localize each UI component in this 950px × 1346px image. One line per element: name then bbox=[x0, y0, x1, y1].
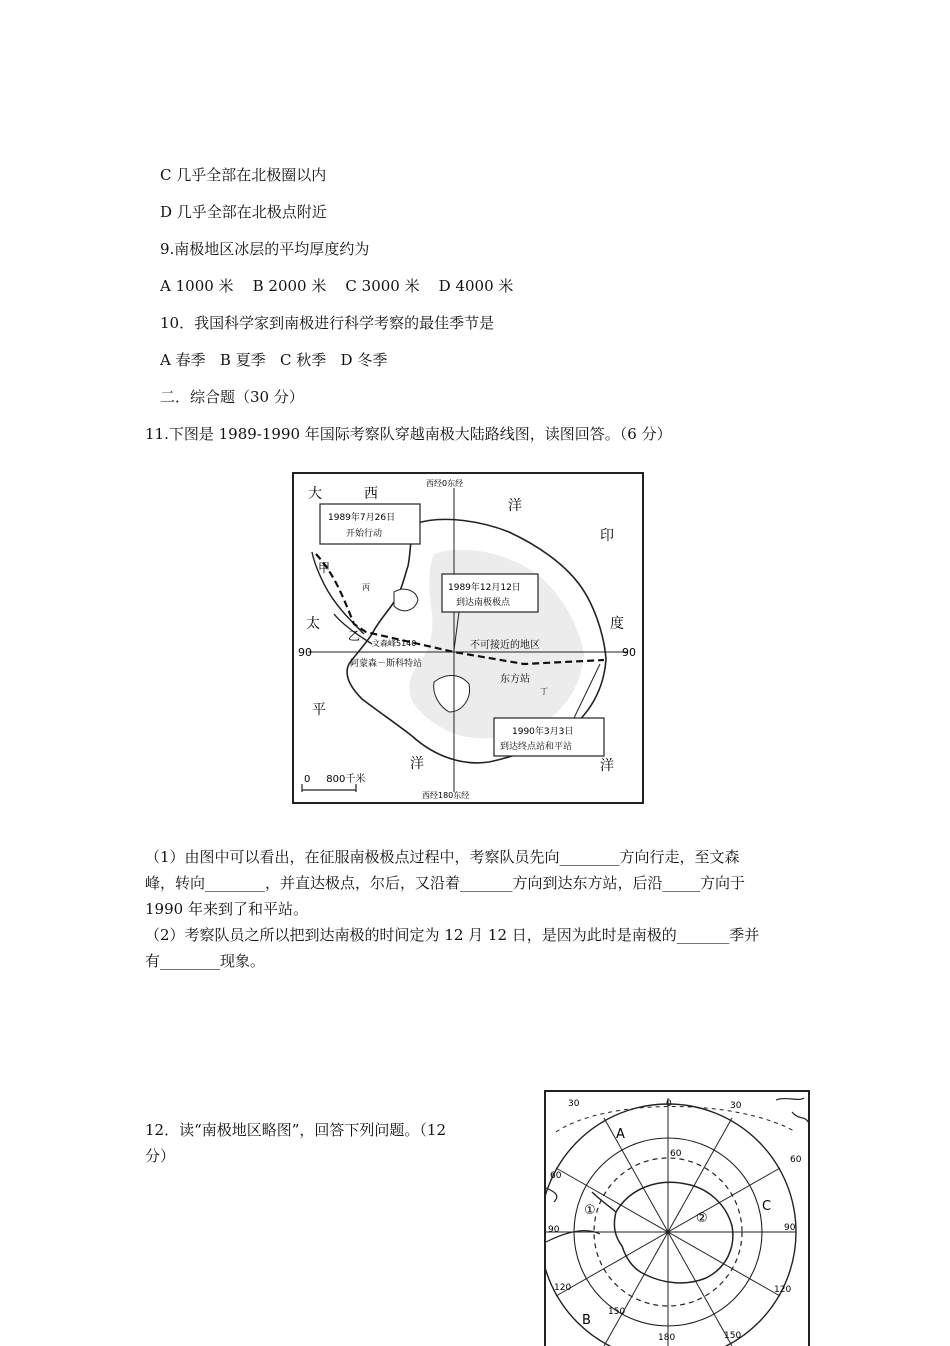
question-11-part1-line2: 峰，转向________，并直达极点，尔后，又沿着_______方向到达东方站，后沿_____方向于 bbox=[145, 874, 746, 892]
tick-90-left: 90 bbox=[548, 1225, 560, 1235]
question-11-part2-line1: （2）考察队员之所以把到达南极的时间定为 12 月 12 日，是因为此时是南极的_______季并 bbox=[145, 926, 760, 944]
ocean-indian-2: 度 bbox=[610, 616, 624, 632]
meridian-top-label: 西经0东经 bbox=[426, 479, 464, 488]
marker-1: ① bbox=[584, 1203, 596, 1218]
meridian-bottom-label: 西经180东经 bbox=[422, 791, 470, 800]
ocean-pacific-3: 洋 bbox=[410, 756, 424, 772]
ocean-indian-3: 洋 bbox=[600, 758, 614, 774]
question-11-part1 bbox=[145, 844, 805, 974]
tick-150-right: 150 bbox=[724, 1331, 742, 1341]
callout-start-line1: 1989年7月26日 bbox=[328, 513, 396, 523]
callout-start-line2: 开始行动 bbox=[346, 529, 383, 539]
tick-30-left: 30 bbox=[568, 1099, 580, 1109]
question-12-stem-line2: 分） bbox=[145, 1147, 176, 1165]
question-11-part1-line3: 1990 年来到了和平站。 bbox=[145, 900, 308, 918]
antarctica-outline bbox=[614, 1182, 732, 1283]
ocean-pacific-1: 太 bbox=[306, 616, 320, 632]
ocean-atlantic-3: 洋 bbox=[508, 498, 522, 514]
section-2-title: 二．综合题（30 分） bbox=[160, 388, 304, 406]
marker-2: ② bbox=[696, 1211, 708, 1226]
region-label-c: C bbox=[762, 1199, 772, 1214]
question-12-stem-line1: 12．读“南极地区略图”，回答下列问题。（12 bbox=[145, 1121, 447, 1139]
tick-180: 180 bbox=[658, 1333, 676, 1343]
label-jia: 甲 bbox=[318, 561, 331, 575]
question-9-stem: 9.南极地区冰层的平均厚度约为 bbox=[160, 240, 370, 258]
tick-150-left: 150 bbox=[608, 1307, 626, 1317]
ocean-atlantic-1: 大 bbox=[308, 486, 322, 502]
question-11-part2-line2: 有________现象。 bbox=[145, 952, 266, 970]
question-10-stem: 10．我国科学家到南极进行科学考察的最佳季节是 bbox=[160, 314, 495, 332]
longitude-right-label: 90 bbox=[622, 646, 636, 659]
option-d: D 几乎全部在北极点附近 bbox=[160, 203, 327, 221]
scale-label: 0 800千米 bbox=[304, 774, 366, 785]
region-label-a: A bbox=[616, 1127, 625, 1142]
coast-fragment-top-right bbox=[776, 1098, 808, 1122]
tick-60-inner: 60 bbox=[670, 1149, 682, 1159]
callout-end-line1: 1990年3月3日 bbox=[512, 727, 574, 737]
label-wenson-peak: 文森峰5140 bbox=[372, 639, 417, 648]
tick-120-left: 120 bbox=[554, 1283, 572, 1293]
scale-bar bbox=[302, 784, 356, 792]
ocean-pacific-2: 平 bbox=[312, 702, 326, 718]
label-vostok: 东方站 bbox=[500, 674, 530, 685]
label-ding: 丁 bbox=[540, 687, 548, 696]
tick-30-right: 30 bbox=[730, 1101, 742, 1111]
region-label-b: B bbox=[582, 1313, 591, 1328]
option-c: C 几乎全部在北极圈以内 bbox=[160, 166, 327, 184]
label-yi: 乙 bbox=[348, 629, 361, 643]
ocean-indian-1: 印 bbox=[600, 528, 614, 544]
tick-60-left: 60 bbox=[550, 1171, 562, 1181]
question-11-stem: 11.下图是 1989-1990 年国际考察队穿越南极大陆路线图，读图回答。（6 分） bbox=[145, 425, 672, 443]
tick-60-right: 60 bbox=[790, 1155, 802, 1165]
tick-90-right: 90 bbox=[784, 1223, 796, 1233]
callout-pole-line1: 1989年12月12日 bbox=[448, 583, 521, 593]
tick-0: 0 bbox=[666, 1099, 672, 1109]
question-11-part1-line1: （1）由图中可以看出，在征服南极极点过程中，考察队员先向________方向行走，至文森 bbox=[145, 848, 740, 866]
tick-120-right: 120 bbox=[774, 1285, 792, 1295]
question-10-options: A 春季 B 夏季 C 秋季 D 冬季 bbox=[160, 351, 388, 369]
route-map-drawing bbox=[294, 474, 642, 802]
label-inaccessible-area: 不可接近的地区 bbox=[470, 640, 540, 651]
longitude-left-label: 90 bbox=[298, 646, 312, 659]
callout-pole-line2: 到达南极极点 bbox=[456, 598, 511, 608]
antarctica-route-map bbox=[292, 472, 644, 804]
label-bing: 丙 bbox=[362, 583, 370, 592]
question-9-options: A 1000 米 B 2000 米 C 3000 米 D 4000 米 bbox=[160, 277, 514, 295]
ocean-atlantic-2: 西 bbox=[364, 486, 378, 502]
callout-end-line2: 到达终点站和平站 bbox=[500, 742, 573, 752]
antarctic-region-map bbox=[544, 1090, 810, 1346]
label-amundsen-scott: 阿蒙森－斯科特站 bbox=[350, 659, 423, 669]
region-map-drawing bbox=[546, 1092, 808, 1346]
